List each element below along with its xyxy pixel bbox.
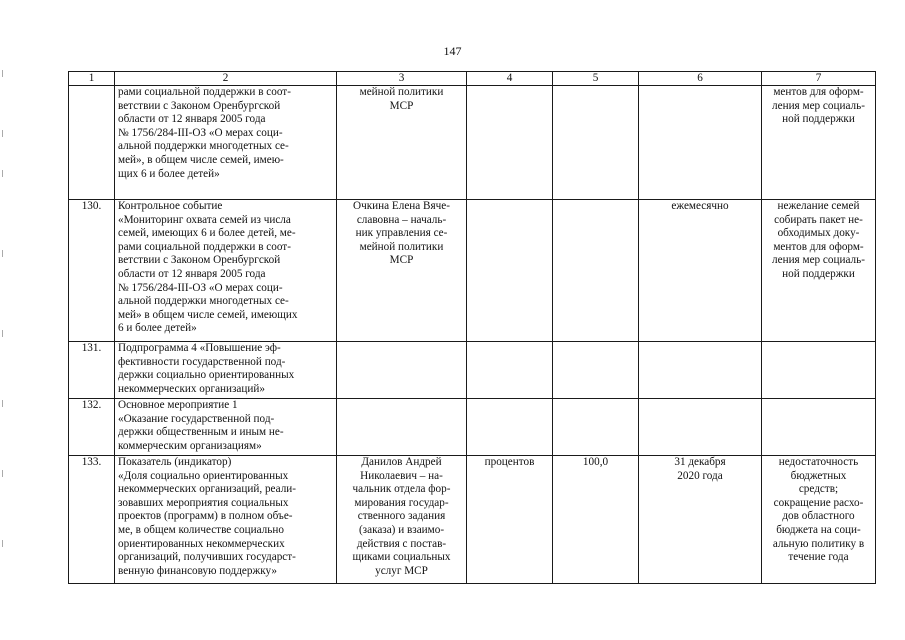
measure-name: Контрольное событие «Мониторинг охвата семей из числа семей, имеющих 6 и более детей, ме- рами социальной поддержки в соот- ветствии с Законом Оренбургской области от 12 января 2005 года № 1756/284-III-ОЗ «О мерах соци- альной поддержки многодетных се- мей» в общем числе семей, имеющих 6 и более детей» [118, 200, 298, 335]
table-row [69, 456, 876, 584]
deadline: ежемесячно [671, 200, 729, 212]
risk-description: нежелание семей собирать пакет не- обходимых доку- ментов для оформ- ления мер социаль- ной поддержки [772, 200, 865, 280]
table-row [69, 342, 876, 399]
responsible-person: Очкина Елена Вяче- славовна – началь- ник управления се- мейной политики МСР [353, 200, 450, 267]
table-row [69, 399, 876, 456]
margin-scan-marks [2, 70, 8, 590]
deadline: 31 декабря 2020 года [674, 456, 726, 482]
measures-table [68, 71, 876, 584]
table-row [69, 86, 876, 200]
responsible-person: Данилов Андрей Николаевич – на- чальник отдела фор- мирования государ- ственного задания (заказа) и взаимо- действия с постав- щиками социальных услуг МСР [352, 456, 451, 577]
column-number: 5 [553, 72, 639, 86]
column-number: 6 [639, 72, 762, 86]
column-number: 3 [337, 72, 467, 86]
risk-description: ментов для оформ- ления мер социаль- ной поддержки [772, 86, 865, 126]
measure-name: Показатель (индикатор) «Доля социально ориентированных некоммерческих организаций, реали- зовавших мероприятия социальных проектов (программ) в полном объе- ме, в общем количестве социально ориентированных некоммерческих организаций, получивших государст- венную финансовую поддержку» [118, 456, 296, 577]
column-number: 4 [467, 72, 553, 86]
measure-name: Основное мероприятие 1 «Оказание государственной под- держки общественным и иным не- коммерческим организациям» [118, 399, 284, 452]
column-number: 2 [115, 72, 337, 86]
page-number: 147 [443, 44, 462, 58]
responsible-person: мейной политики МСР [359, 86, 444, 112]
table-row [69, 200, 876, 342]
measure-name: рами социальной поддержки в соот- ветствии с Законом Оренбургской области от 12 января 2005 года № 1756/284-III-ОЗ «О мерах соци- альной поддержки многодетных се- мей», в общем числе семей, имею- щих 6 и более детей» [118, 86, 291, 180]
column-number: 7 [762, 72, 876, 86]
target-value: 100,0 [582, 456, 609, 468]
unit: процентов [484, 456, 535, 468]
column-number: 1 [69, 72, 115, 86]
column-number-row [69, 72, 876, 86]
row-number: 130. [69, 200, 115, 342]
risk-description: недостаточность бюджетных средств; сокращение расхо- дов областного бюджета на соци- альную политику в течение года [772, 456, 865, 564]
row-number: 131. [69, 342, 115, 399]
row-number: 132. [69, 399, 115, 456]
row-number: 133. [69, 456, 115, 584]
row-number [69, 86, 115, 200]
measure-name: Подпрограмма 4 «Повышение эф- фективности государственной под- держки социально ориентированных некоммерческих организаций» [118, 342, 295, 395]
